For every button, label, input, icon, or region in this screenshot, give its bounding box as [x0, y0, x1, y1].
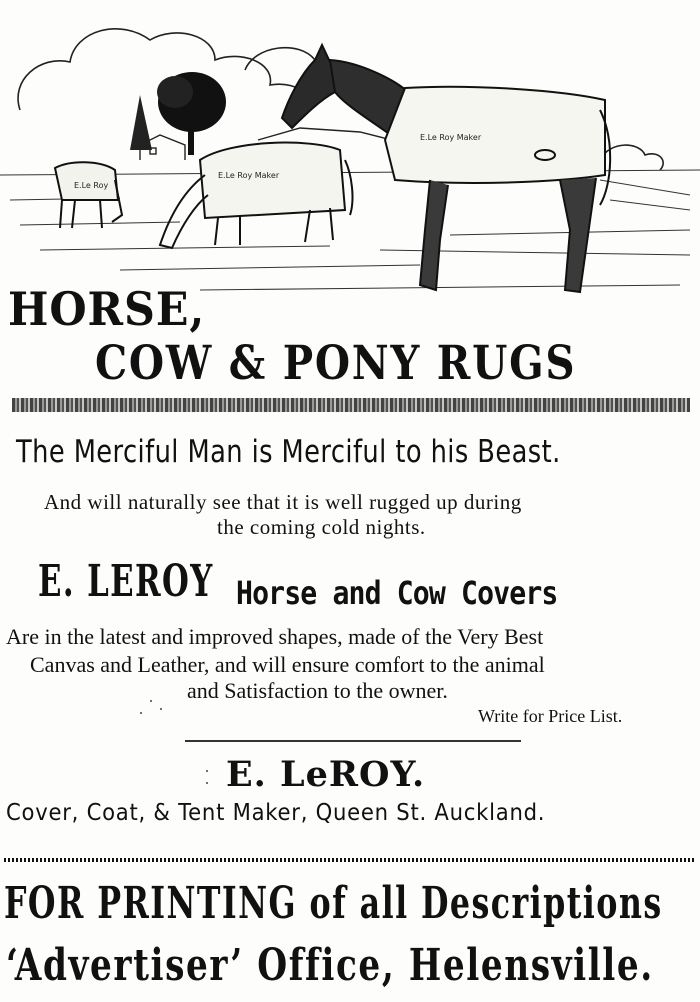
print-speck — [206, 782, 208, 784]
print-speck — [140, 712, 142, 714]
print-speck — [160, 708, 162, 710]
print-speck — [206, 770, 208, 772]
maker-name: E. LeROY. — [226, 754, 426, 795]
horse-rugs-illustration — [0, 0, 700, 300]
motto-text: The Merciful Man is Merciful to his Beast. — [16, 434, 561, 470]
dotted-rule — [4, 858, 696, 862]
subtext-line1: And will naturally see that it is well rugged up during — [44, 490, 522, 514]
maker-trade-address: Cover, Coat, & Tent Maker, Queen St. Auckland. — [6, 800, 546, 826]
body-line1: Are in the latest and improved shapes, made of the Very Best — [6, 624, 544, 649]
subtext-line2: the coming cold nights. — [217, 515, 426, 539]
body-line3: and Satisfaction to the owner. — [187, 678, 448, 703]
brand-name: E. LEROY — [38, 556, 214, 607]
headline-line1: HORSE, — [8, 282, 206, 336]
pony-drawing — [55, 162, 122, 228]
svg-text:E.Le Roy: E.Le Roy — [74, 181, 109, 190]
print-speck — [150, 700, 152, 702]
printing-line2: ‘Advertiser’ Office, Helensville. — [6, 940, 654, 991]
headline-line2: COW & PONY RUGS — [95, 336, 577, 391]
printing-line1: FOR PRINTING of all Descriptions — [4, 878, 663, 929]
price-list-note: Write for Price List. — [478, 706, 623, 726]
svg-text:E.Le Roy Maker: E.Le Roy Maker — [420, 133, 482, 142]
svg-text:E.Le Roy Maker: E.Le Roy Maker — [218, 171, 280, 180]
body-line2: Canvas and Leather, and will ensure comfort to the animal — [30, 652, 545, 677]
cow-drawing — [160, 143, 352, 248]
decorative-rule — [12, 398, 690, 412]
brand-tagline: Horse and Cow Covers — [236, 574, 558, 612]
divider-line — [185, 740, 521, 742]
